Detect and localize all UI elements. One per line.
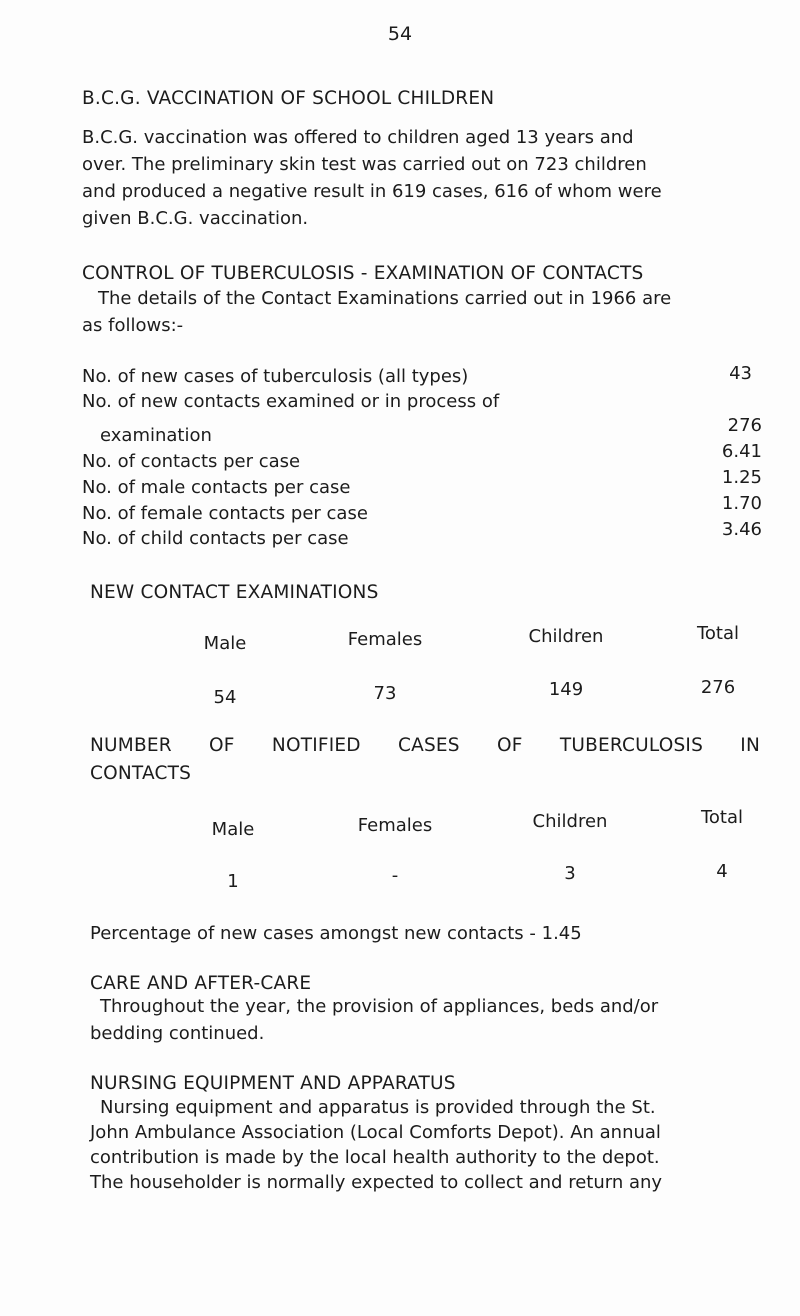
nursing-heading: NURSING EQUIPMENT AND APPARATUS (90, 1073, 456, 1094)
stat-label: No. of new cases of tuberculosis (all types) (82, 366, 469, 387)
stat-value: 6.41 (721, 441, 762, 462)
care-line: bedding continued. (90, 1023, 265, 1044)
stat-value: 276 (727, 415, 762, 436)
stat-value: 1.70 (721, 493, 762, 514)
nursing-line: John Ambulance Association (Local Comforts Depot). An annual (90, 1122, 661, 1143)
page-number: 54 (387, 23, 413, 45)
table-cell: 4 (716, 861, 728, 882)
column-header: Children (532, 811, 608, 832)
nursing-line: contribution is made by the local health authority to the depot. (90, 1147, 660, 1168)
control-line: The details of the Contact Examinations carried out in 1966 are (98, 288, 672, 309)
nursing-line: Nursing equipment and apparatus is provided through the St. (100, 1097, 656, 1118)
bcg-heading: B.C.G. VACCINATION OF SCHOOL CHILDREN (82, 88, 495, 109)
bcg-paragraph (82, 126, 782, 234)
stat-value: 43 (729, 363, 752, 384)
stat-label: No. of new contacts examined or in process of (82, 391, 500, 412)
stat-value: 3.46 (721, 519, 762, 540)
column-header: Male (203, 633, 247, 654)
table-cell: 3 (564, 863, 576, 884)
stat-label: No. of contacts per case (82, 451, 301, 472)
stat-label: No. of child contacts per case (82, 528, 349, 549)
bcg-line: over. The preliminary skin test was carried out on 723 children (82, 154, 647, 175)
bcg-line: given B.C.G. vaccination. (82, 208, 309, 229)
table-cell: 73 (373, 683, 397, 704)
table-cell: - (391, 865, 399, 886)
column-header: Females (347, 629, 423, 650)
table-cell: 276 (700, 677, 736, 698)
stat-label: No. of male contacts per case (82, 477, 351, 498)
column-header: Females (357, 815, 433, 836)
column-header: Male (211, 819, 255, 840)
column-header: Children (528, 626, 604, 647)
table-cell: 54 (213, 687, 237, 708)
care-line: Throughout the year, the provision of appliances, beds and/or (100, 996, 659, 1017)
care-heading: CARE AND AFTER-CARE (90, 973, 312, 994)
new-contacts-heading: NEW CONTACT EXAMINATIONS (90, 582, 379, 603)
column-header: Total (696, 623, 740, 644)
stat-label: No. of female contacts per case (82, 503, 368, 524)
table-cell: 1 (227, 871, 239, 892)
nursing-line: The householder is normally expected to collect and return any (90, 1172, 663, 1193)
column-header: Total (700, 807, 744, 828)
table-cell: 149 (548, 679, 584, 700)
bcg-line: B.C.G. vaccination was offered to children aged 13 years and (82, 127, 634, 148)
notified-heading: NUMBER OF NOTIFIED CASES OF TUBERCULOSIS IN (90, 735, 760, 756)
stat-value: 1.25 (721, 467, 762, 488)
control-line: as follows:- (82, 315, 184, 336)
bcg-line: and produced a negative result in 619 cases, 616 of whom were (82, 181, 662, 202)
control-heading: CONTROL OF TUBERCULOSIS - EXAMINATION OF CONTACTS (82, 263, 644, 284)
percentage-text: Percentage of new cases amongst new contacts - 1.45 (90, 923, 582, 944)
notified-heading-continued: CONTACTS (90, 763, 192, 784)
stat-label: examination (100, 425, 212, 446)
